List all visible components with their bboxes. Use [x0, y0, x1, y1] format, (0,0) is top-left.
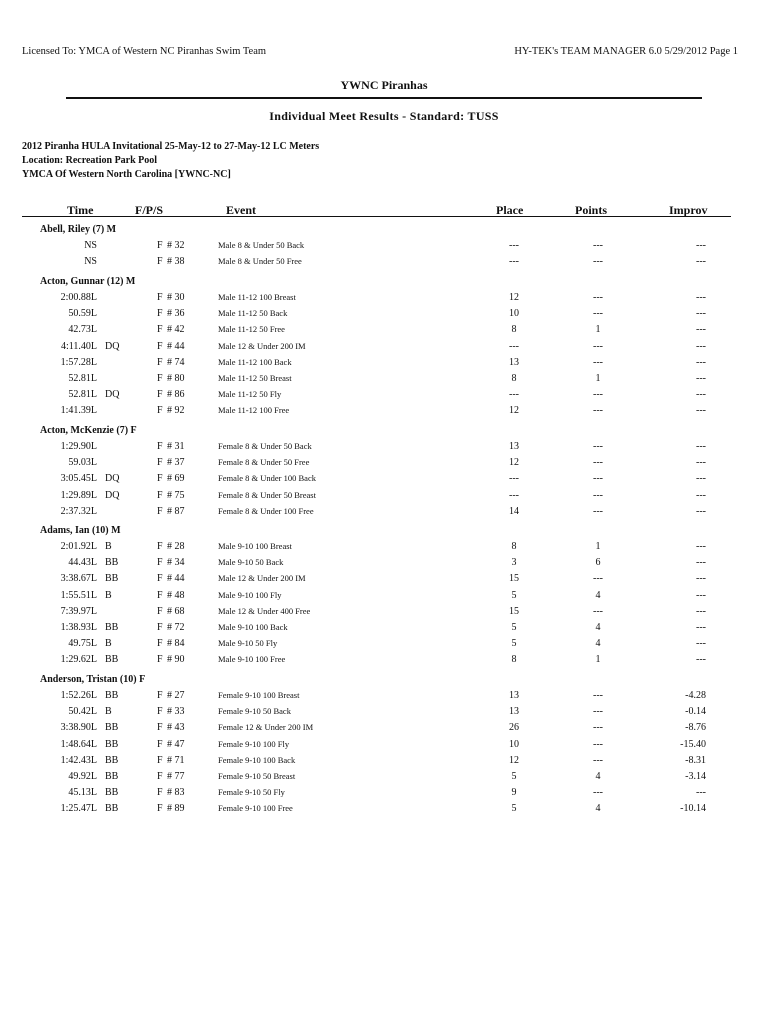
result-place: 3	[511, 557, 517, 569]
result-place: 13	[509, 690, 519, 701]
result-place: 13	[509, 441, 519, 452]
result-place: 12	[509, 754, 519, 766]
result-time: 50.42L	[68, 706, 97, 718]
result-improv: -10.14	[680, 803, 706, 815]
result-event: Female 8 & Under 100 Back	[218, 473, 316, 484]
result-time: 2:37.32L	[60, 505, 97, 517]
result-event-number: # 38	[167, 256, 185, 268]
result-standard: B	[105, 589, 112, 601]
team-title: YWNC Piranhas	[340, 78, 428, 92]
result-event: Male 8 & Under 50 Free	[218, 256, 302, 267]
result-fps: F	[157, 541, 163, 552]
result-improv: -8.31	[685, 754, 706, 766]
column-header-fps: F/P/S	[135, 203, 164, 217]
result-event-number: # 30	[167, 292, 185, 303]
result-event-number: # 86	[167, 389, 185, 401]
result-time: 4:11.40L	[60, 340, 97, 352]
result-time: 3:38.67L	[60, 573, 97, 585]
result-time: 2:00.88L	[60, 292, 97, 303]
result-improv: ---	[696, 654, 706, 666]
result-time: 52.81L	[68, 389, 97, 401]
result-event: Male 9-10 100 Breast	[218, 541, 292, 551]
result-place: 5	[511, 589, 517, 601]
result-time: 1:25.47L	[60, 803, 97, 815]
result-time: 49.75L	[68, 638, 97, 650]
result-fps: F	[157, 787, 163, 799]
result-event-number: # 83	[167, 787, 185, 799]
result-place: 8	[511, 324, 517, 336]
result-points: ---	[593, 505, 603, 517]
result-event: Male 11-12 50 Free	[218, 324, 285, 335]
result-place: 12	[509, 457, 519, 469]
meet-club: YMCA Of Western North Carolina [YWNC-NC]	[22, 169, 231, 180]
result-event: Male 11-12 50 Fly	[218, 389, 282, 400]
result-fps: F	[157, 457, 163, 469]
result-event: Male 9-10 50 Back	[218, 557, 284, 568]
result-points: ---	[593, 690, 603, 701]
result-standard: BB	[105, 622, 119, 633]
result-time: NS	[84, 256, 97, 268]
result-points: 4	[595, 622, 601, 633]
result-event-number: # 37	[167, 457, 185, 469]
result-fps: F	[157, 505, 163, 517]
result-time: 1:48.64L	[60, 738, 97, 750]
result-place: 5	[511, 771, 517, 782]
result-event-number: # 28	[167, 541, 185, 552]
result-event-number: # 31	[167, 441, 185, 452]
result-event-number: # 75	[167, 489, 185, 501]
result-points: ---	[593, 340, 603, 352]
result-fps: F	[157, 240, 163, 251]
result-improv: -0.14	[685, 706, 706, 718]
result-points: ---	[593, 706, 603, 718]
result-improv: ---	[696, 292, 706, 303]
result-time: 42.73L	[68, 324, 97, 336]
result-fps: F	[157, 754, 163, 766]
result-standard: BB	[105, 754, 119, 766]
result-event-number: # 74	[167, 356, 185, 368]
result-points: ---	[593, 308, 603, 320]
result-points: 1	[595, 654, 601, 666]
result-place: ---	[509, 256, 519, 268]
result-place: 10	[509, 738, 519, 750]
result-event-number: # 42	[167, 324, 185, 336]
result-points: 6	[595, 557, 601, 569]
result-place: 14	[509, 505, 519, 517]
result-standard: BB	[105, 573, 119, 585]
result-fps: F	[157, 405, 163, 417]
result-place: 13	[509, 356, 519, 368]
result-place: 8	[511, 373, 517, 384]
result-event-number: # 43	[167, 722, 185, 734]
result-points: ---	[593, 457, 603, 469]
result-event: Female 9-10 50 Fly	[218, 787, 285, 798]
result-fps: F	[157, 557, 163, 569]
result-event: Male 11-12 50 Breast	[218, 373, 292, 383]
result-time: 1:29.90L	[60, 441, 97, 452]
result-fps: F	[157, 292, 163, 303]
result-event-number: # 69	[167, 473, 185, 485]
result-event-number: # 77	[167, 771, 185, 782]
result-event-number: # 32	[167, 240, 185, 251]
result-improv: ---	[696, 605, 706, 617]
result-points: ---	[593, 738, 603, 750]
result-event: Male 9-10 50 Fly	[218, 638, 278, 649]
result-time: NS	[84, 240, 97, 251]
result-improv: ---	[696, 473, 706, 485]
result-fps: F	[157, 473, 163, 485]
result-points: ---	[593, 722, 603, 734]
result-standard: BB	[105, 738, 119, 750]
result-fps: F	[157, 722, 163, 734]
result-event-number: # 72	[167, 622, 185, 633]
column-header-points: Points	[575, 203, 608, 217]
result-event: Male 8 & Under 50 Back	[218, 240, 305, 250]
result-fps: F	[157, 706, 163, 718]
result-place: 26	[509, 722, 519, 734]
result-event: Male 12 & Under 400 Free	[218, 605, 311, 616]
result-event: Female 9-10 100 Fly	[218, 738, 290, 749]
result-place: 9	[511, 787, 517, 799]
result-time: 1:55.51L	[60, 589, 97, 601]
result-points: ---	[593, 605, 603, 617]
result-points: 4	[595, 803, 601, 815]
result-fps: F	[157, 654, 163, 666]
result-improv: ---	[696, 256, 706, 268]
result-points: ---	[593, 441, 603, 452]
result-event: Male 12 & Under 200 IM	[218, 573, 306, 584]
result-points: 4	[595, 771, 601, 782]
result-place: 5	[511, 622, 517, 633]
result-event-number: # 44	[167, 573, 185, 585]
result-improv: ---	[696, 389, 706, 401]
result-event: Male 11-12 100 Free	[218, 405, 290, 416]
result-improv: ---	[696, 505, 706, 517]
result-points: ---	[593, 787, 603, 799]
result-standard: BB	[105, 557, 119, 569]
result-improv: ---	[696, 340, 706, 352]
result-fps: F	[157, 690, 163, 701]
result-event-number: # 48	[167, 589, 185, 601]
result-fps: F	[157, 738, 163, 750]
result-event-number: # 47	[167, 738, 185, 750]
result-points: ---	[593, 292, 603, 303]
result-fps: F	[157, 373, 163, 384]
result-event-number: # 34	[167, 557, 185, 569]
result-event: Female 12 & Under 200 IM	[218, 722, 314, 733]
result-points: ---	[593, 573, 603, 585]
result-points: ---	[593, 489, 603, 501]
result-time: 1:38.93L	[60, 622, 97, 633]
result-improv: ---	[696, 457, 706, 469]
result-points: ---	[593, 256, 603, 268]
result-standard: DQ	[105, 473, 120, 485]
result-place: 12	[509, 292, 519, 303]
result-improv: ---	[696, 573, 706, 585]
meet-location: Location: Recreation Park Pool	[22, 155, 158, 166]
result-points: 1	[595, 541, 601, 552]
result-place: 8	[511, 654, 517, 666]
result-improv: -3.14	[685, 771, 706, 782]
result-fps: F	[157, 356, 163, 368]
result-place: 13	[509, 706, 519, 718]
result-standard: BB	[105, 803, 119, 815]
result-standard: DQ	[105, 340, 120, 352]
result-time: 1:41.39L	[60, 405, 97, 417]
result-event-number: # 90	[167, 654, 185, 666]
result-event: Male 9-10 100 Fly	[218, 589, 282, 600]
result-place: 5	[511, 803, 517, 815]
result-points: ---	[593, 240, 603, 251]
result-fps: F	[157, 389, 163, 401]
result-time: 59.03L	[68, 457, 97, 469]
result-fps: F	[157, 340, 163, 352]
result-event: Male 11-12 100 Breast	[218, 292, 296, 302]
result-event: Female 8 & Under 50 Free	[218, 457, 310, 468]
result-event: Female 9-10 50 Back	[218, 706, 291, 717]
result-place: 12	[509, 405, 519, 417]
result-place: 15	[509, 605, 519, 617]
result-points: 1	[595, 324, 601, 336]
result-event: Female 9-10 50 Breast	[218, 771, 296, 781]
result-standard: DQ	[105, 489, 120, 501]
result-standard: BB	[105, 690, 119, 701]
result-event: Male 11-12 100 Back	[218, 356, 292, 367]
result-time: 52.81L	[68, 373, 97, 384]
result-improv: ---	[696, 622, 706, 633]
result-time: 45.13L	[68, 787, 97, 799]
result-points: ---	[593, 473, 603, 485]
result-event-number: # 80	[167, 373, 185, 384]
result-time: 49.92L	[68, 771, 97, 782]
result-improv: ---	[696, 489, 706, 501]
result-improv: ---	[696, 557, 706, 569]
result-improv: ---	[696, 308, 706, 320]
result-time: 50.59L	[68, 308, 97, 320]
result-event: Male 9-10 100 Free	[218, 654, 286, 665]
result-event: Female 9-10 100 Breast	[218, 690, 300, 700]
result-time: 7:39.97L	[60, 605, 97, 617]
swimmer-name: Acton, McKenzie (7) F	[40, 425, 137, 436]
result-time: 1:42.43L	[60, 754, 97, 766]
column-header-place: Place	[496, 203, 524, 217]
result-fps: F	[157, 605, 163, 617]
result-fps: F	[157, 803, 163, 815]
result-points: ---	[593, 389, 603, 401]
result-time: 1:29.89L	[60, 489, 97, 501]
result-improv: ---	[696, 373, 706, 384]
result-fps: F	[157, 638, 163, 650]
license-line: Licensed To: YMCA of Western NC Piranhas Swim Team	[22, 46, 267, 57]
result-improv: ---	[696, 787, 706, 799]
result-improv: -15.40	[680, 738, 706, 750]
result-time: 44.43L	[68, 557, 97, 569]
result-improv: ---	[696, 405, 706, 417]
result-time: 1:52.26L	[60, 690, 97, 701]
result-event: Female 9-10 100 Back	[218, 754, 296, 765]
result-standard: B	[105, 706, 112, 718]
result-standard: BB	[105, 771, 119, 782]
result-place: ---	[509, 340, 519, 352]
result-time: 1:29.62L	[60, 654, 97, 666]
result-points: ---	[593, 405, 603, 417]
result-points: 1	[595, 373, 601, 384]
result-event-number: # 84	[167, 638, 185, 650]
result-place: 8	[511, 541, 517, 552]
result-event: Female 8 & Under 50 Breast	[218, 489, 316, 500]
result-points: 4	[595, 638, 601, 650]
swimmer-name: Abell, Riley (7) M	[40, 224, 117, 235]
result-improv: ---	[696, 356, 706, 368]
result-standard: BB	[105, 787, 119, 799]
result-event: Female 9-10 100 Free	[218, 803, 293, 814]
result-standard: B	[105, 638, 112, 650]
result-points: ---	[593, 356, 603, 368]
result-improv: ---	[696, 441, 706, 452]
result-event-number: # 89	[167, 803, 185, 815]
result-place: ---	[509, 240, 519, 251]
result-improv: -8.76	[685, 722, 706, 734]
report-title: Individual Meet Results - Standard: TUSS	[269, 109, 499, 123]
result-event-number: # 33	[167, 706, 185, 718]
swimmer-name: Acton, Gunnar (12) M	[40, 276, 136, 287]
meet-name: 2012 Piranha HULA Invitational 25-May-12 to 27-May-12 LC Meters	[22, 141, 320, 152]
result-event-number: # 71	[167, 754, 185, 766]
swimmer-name: Adams, Ian (10) M	[40, 525, 121, 536]
result-improv: -4.28	[685, 690, 706, 701]
result-fps: F	[157, 589, 163, 601]
result-standard: BB	[105, 654, 119, 666]
result-improv: ---	[696, 638, 706, 650]
result-event: Male 9-10 100 Back	[218, 622, 288, 632]
result-time: 3:05.45L	[60, 473, 97, 485]
result-fps: F	[157, 573, 163, 585]
result-time: 2:01.92L	[60, 541, 97, 552]
result-improv: ---	[696, 541, 706, 552]
result-event-number: # 44	[167, 340, 185, 352]
result-place: ---	[509, 389, 519, 401]
column-header-time: Time	[67, 203, 94, 217]
result-fps: F	[157, 489, 163, 501]
result-improv: ---	[696, 240, 706, 251]
result-place: 10	[509, 308, 519, 320]
result-fps: F	[157, 441, 163, 452]
result-points: ---	[593, 754, 603, 766]
result-place: 5	[511, 638, 517, 650]
result-points: 4	[595, 589, 601, 601]
result-fps: F	[157, 324, 163, 336]
result-event: Male 12 & Under 200 IM	[218, 340, 306, 351]
result-standard: B	[105, 541, 112, 552]
result-event-number: # 36	[167, 308, 185, 320]
result-event-number: # 87	[167, 505, 185, 517]
result-place: 15	[509, 573, 519, 585]
software-page-info: HY-TEK's TEAM MANAGER 6.0 5/29/2012 Page 1	[514, 46, 738, 57]
result-standard: BB	[105, 722, 119, 734]
result-place: ---	[509, 489, 519, 501]
result-improv: ---	[696, 589, 706, 601]
result-fps: F	[157, 308, 163, 320]
result-fps: F	[157, 771, 163, 782]
result-event: Male 11-12 50 Back	[218, 308, 288, 319]
column-header-improv: Improv	[669, 203, 708, 217]
result-standard: DQ	[105, 389, 120, 401]
result-event-number: # 27	[167, 690, 185, 701]
result-improv: ---	[696, 324, 706, 336]
result-event-number: # 68	[167, 605, 185, 617]
column-header-event: Event	[226, 203, 256, 217]
result-fps: F	[157, 622, 163, 633]
result-event: Female 8 & Under 100 Free	[218, 505, 314, 516]
result-place: ---	[509, 473, 519, 485]
result-event-number: # 92	[167, 405, 185, 417]
result-fps: F	[157, 256, 163, 268]
swimmer-name: Anderson, Tristan (10) F	[40, 674, 146, 685]
result-time: 1:57.28L	[60, 356, 97, 368]
result-event: Female 8 & Under 50 Back	[218, 441, 312, 451]
result-time: 3:38.90L	[60, 722, 97, 734]
